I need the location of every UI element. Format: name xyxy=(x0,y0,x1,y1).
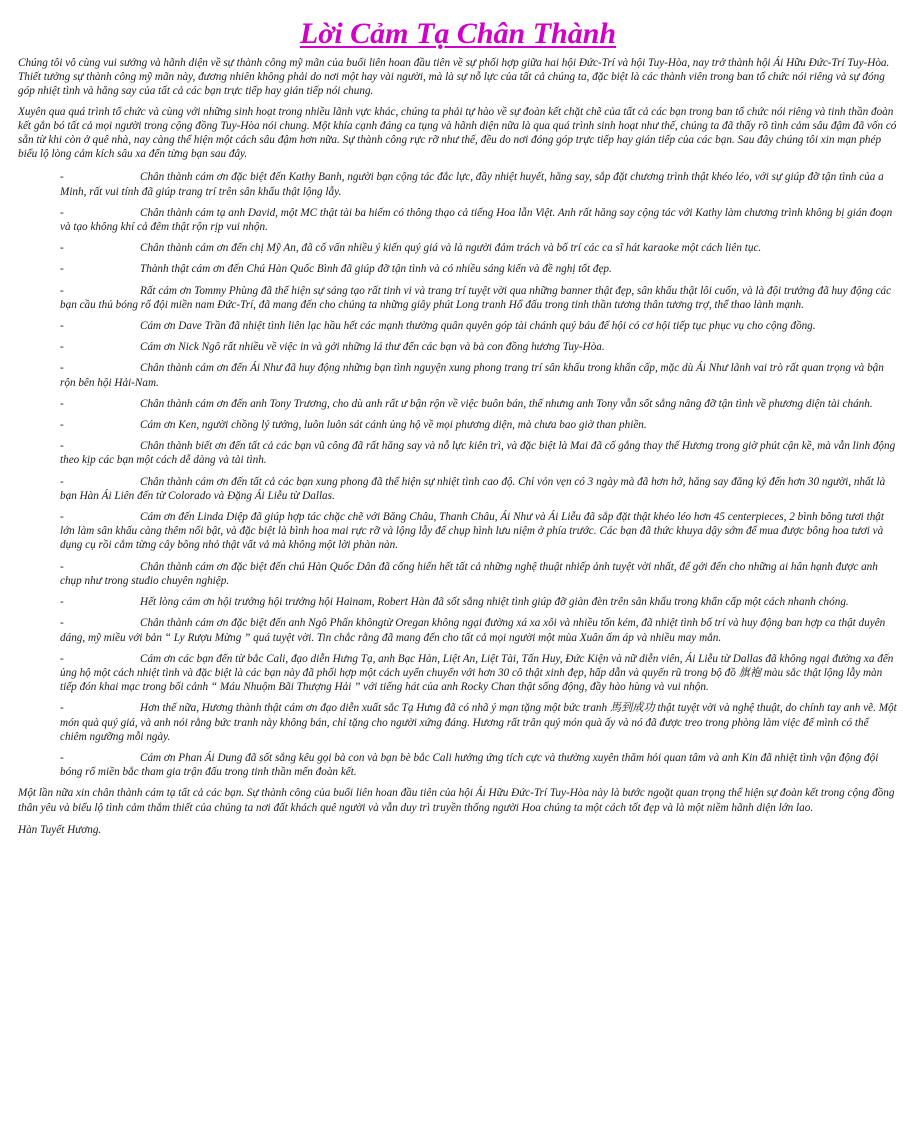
closing-paragraph: Một lần nữa xin chân thành cám tạ tất cả các bạn. Sự thành công của buổi liên hoan đầu tiên của hội Ái Hữu Đức-Trí Tuy-Hòa này là bước ngoặt quan trọng thể hiện sự đoàn kết trong cộng đồng thân yêu và biểu lộ tình cảm thắm thiết của chúng ta nơi đất khách quê người và vẫn duy trì truyền thống người Hoa chúng ta một cách tốt đẹp và là một niềm hãnh diện lớn lao. xyxy=(18,787,895,814)
list-item-text: Chân thành biết ơn đến tất cả các bạn vũ công đã rất hăng say và nỗ lực kiên trì, và đặc biệt là Mai đã cố gắng thay thế Hương trong giờ phút cận kề, mà vẫn linh động theo kịp các bạn một cách dễ dàng và tài tình. xyxy=(60,440,896,467)
list-item xyxy=(18,418,898,432)
list-item-text: Cám ơn Dave Trần đã nhiệt tình liên lạc hầu hết các mạnh thường quân quyên góp tài chánh quý báu để hội có cơ hội tiếp tục phục vụ cho cộng đồng. xyxy=(140,320,816,333)
list-item xyxy=(18,241,898,255)
page-title: Lời Cảm Tạ Chân Thành xyxy=(299,17,617,50)
intro-paragraph-1: Chúng tôi vô cùng vui sướng và hãnh diện về sự thành công mỹ mãn của buổi liên hoan đầu tiên về sự phối hợp giữa hai hội Đức-Trí và hội Tuy-Hòa, nay trở thành hội Ái Hữu Đức-Trí Tuy-Hòa. Thiết tưởng sự thành công mỹ mãn này, đương nhiên không phải do nơi một hay vài người, mà là sự nỗ lực của tất cả chúng ta, đặc biệt là các thành viên trong ban tổ chức nói riêng và sự đóng góp nhiệt tình và hăng say của tất cả các bạn trực tiếp hay gián tiếp nói chung. xyxy=(18,57,890,98)
list-item xyxy=(18,170,898,198)
list-item xyxy=(18,616,898,644)
dash-bullet-icon: - xyxy=(60,397,64,410)
list-item-text: Chân thành cám tạ anh David, một MC thật tài ba hiếm có thông thạo cả tiếng Hoa lẫn Việt. Anh rất hăng say cộng tác với Kathy làm chương trình không bị gián đoạn và tạo không khí cả đêm thật rộn rịp vui nhộn. xyxy=(60,206,893,234)
list-item xyxy=(18,361,898,389)
list-item-text: Hết lòng cám ơn hội trưởng hội trưởng hội Hainam, Robert Hàn đã sốt sắng nhiệt tình giúp đỡ giàn đèn trên sân khấu trong khẩn cấp một cách nhanh chóng. xyxy=(140,596,849,609)
dash-bullet-icon: - xyxy=(60,341,64,354)
list-item xyxy=(18,397,898,411)
dash-bullet-icon: - xyxy=(60,702,64,715)
list-item-text: Cám ơn Nick Ngô rất nhiều về việc in và gởi những lá thư đến các bạn và bà con đồng hương Tuy-Hòa. xyxy=(140,341,605,354)
list-item xyxy=(18,439,898,467)
dash-bullet-icon: - xyxy=(60,263,64,276)
dash-bullet-icon: - xyxy=(60,362,64,375)
acknowledgement-list xyxy=(18,170,898,779)
dash-bullet-icon: - xyxy=(60,440,64,453)
dash-bullet-icon: - xyxy=(60,511,64,524)
dash-bullet-icon: - xyxy=(60,617,64,630)
list-item-text: Chân thành cám ơn đến Ái Như đã huy động những bạn tình nguyện xung phong trang trí sân khấu trong khẩn cấp, mặc dù Ái Như lãnh vai trò rất quan trọng và bận rộn bên hội Hải-Nam. xyxy=(60,362,884,389)
dash-bullet-icon: - xyxy=(60,171,64,184)
list-item xyxy=(18,340,898,354)
list-item-text: Rất cám ơn Tommy Phùng đã thể hiện sự sáng tạo rất tinh vi và trang trí tuyệt vời qua những banner thật đẹp, sân khấu thật lôi cuốn, và là đội trưởng đã huy động các bạn cầu thủ bóng rổ đội miền nam Đức-Trí, đã mang đến cho chúng ta những giây phút Long tranh Hổ đấu trong tinh thần tương thân tương trợ, thể thao lành mạnh. xyxy=(60,284,892,311)
dash-bullet-icon: - xyxy=(60,206,64,219)
dash-bullet-icon: - xyxy=(60,419,64,432)
list-item-text: Chân thành cám ơn đến anh Tony Trương, cho dù anh rất ư bận rộn về việc buôn bán, thế nhưng anh Tony vẫn sốt sắng nâng đỡ tận tình về phương diện tài chánh. xyxy=(140,397,873,410)
dash-bullet-icon: - xyxy=(60,652,64,665)
list-item-text: Hơn thế nữa, Hương thành thật cám ơn đạo diễn xuất sắc Tạ Hưng đã có nhã ý mạn tặng một bức tranh 馬到成功 thật tuyệt vời và nghệ thuật, do chính tay anh vẽ. Một món quà quý giá, và anh nói rằng bức tranh này không bán, chỉ tặng cho người xứng đáng. Hương rất trân quý món quà ấy và nó đã được treo trong phòng làm việc để mình có thể chiêm ngưỡng mỗi ngày. xyxy=(60,702,897,743)
list-item xyxy=(18,560,898,588)
dash-bullet-icon: - xyxy=(60,320,64,333)
list-item-text: Chân thành cám ơn đặc biệt đến chú Hàn Quốc Dân đã cống hiến hết tất cả những nghệ thuật nhiếp ảnh tuyệt vời nhất, để gởi đến cho những ai hân hạnh được anh chụp như trong studio chuyên nghiệp. xyxy=(60,560,878,587)
list-item-text: Cám ơn đến Linda Diệp đã giúp hợp tác chặc chẽ với Băng Châu, Thanh Châu, Ái Như và Ái Liễu đã sắp đặt thật khéo léo hơn 45 centerpieces, 2 bình bông tươi thật lớn làm sân khấu càng thêm nổi bật, và đặc biệt là bình hoa mai rực rỡ và lộng lẫy để chụp hình lưu niệm ở phía trước. Các bạn đã thức khuya dậy sớm để mua được bông hoa tươi và dụng cụ rồi cắm từng cây bông nhỏ thật vất vả mà không một lời phàn nàn. xyxy=(60,511,884,552)
dash-bullet-icon: - xyxy=(60,475,64,488)
list-item-text: Cám ơn các bạn đến từ bắc Cali, đạo diễn Hưng Tạ, anh Bạc Hàn, Liệt An, Liệt Tài, Tấn Huy, Đức Kiện và nữ diễn viên, Ái Liễu từ Dallas đã không ngại đường xa đến ủng hộ một cách nhiệt tình và đặc biệt là các bạn này đã phối hợp một cách uyển chuyển với hơn 30 cô thật xinh đẹp, hấp dẫn và quyến rũ trong bộ đồ 旗袍 màu sắc thật lộng lẫy màn tiếp đón khai mạc trong bối cảnh “ Máu Nhuộm Bãi Thượng Hải ” với tiếng hát của anh Rocky Chan thật sống động, đầy hào hùng và vui nhộn. xyxy=(60,652,894,694)
dash-bullet-icon: - xyxy=(60,242,64,255)
list-item xyxy=(18,206,898,234)
list-item xyxy=(18,595,898,609)
list-item xyxy=(18,475,898,503)
list-item-text: Thành thật cám ơn đến Chú Hàn Quốc Bình đã giúp đỡ tận tình và có nhiều sáng kiến và đề nghị tốt đẹp. xyxy=(140,263,612,276)
dash-bullet-icon: - xyxy=(60,560,64,573)
list-item-text: Cám ơn Phan Ái Dung đã sốt sắng kêu gọi bà con và bạn bè bắc Cali hưởng ứng tích cực và thường xuyên thăm hỏi quan tâm và anh Kin đã nhiệt tình vận động đội bóng rổ miền bắc tham gia trận đấu trong tinh thần mến đoàn kết. xyxy=(60,751,879,779)
list-item-text: Chân thành cám ơn đặc biệt đến Kathy Banh, người bạn cộng tác đắc lực, đầy nhiệt huyết, hăng say, sắp đặt chương trình thật khéo léo, với sự giúp đỡ tận tình của a Minh, rất vui tính đã giúp trang trí trên sân khấu thật lộng lẫy. xyxy=(60,171,884,198)
list-item xyxy=(18,701,898,744)
list-item xyxy=(18,284,898,312)
list-item-text: Chân thành cám ơn đến chị Mỹ An, đã cố vấn nhiều ý kiến quý giá và là người đảm trách và bố trí các ca sĩ hát karaoke một cách liên tục. xyxy=(140,242,762,255)
list-item xyxy=(18,652,898,695)
list-item-text: Chân thành cám ơn đặc biệt đến anh Ngô Phấn khôngtừ Oregan không ngại đường xá xa xôi và nhiều tốn kém, đã nhiệt tình bố trí và huy động ban hợp ca thật duyên dáng, mỹ miều với bản “ Ly Rượu Mừng ” quá tuyệt vời. Tin chắc rằng đã mang đến cho tất cả mọi người một mùa Xuân ấm áp và nhiều may mắn. xyxy=(60,617,886,644)
list-item xyxy=(18,510,898,553)
dash-bullet-icon: - xyxy=(60,596,64,609)
list-item-text: Chân thành cám ơn đến tất cả các bạn xung phong đã thể hiện sự nhiệt tình cao độ. Chỉ vỏn vẹn có 3 ngày mà đã hơn hở, hăng say đăng ký đến hơn 30 người, nhất là bạn Hàn Ái Liên đến từ Colorado và Đặng Ái Liễu từ Dallas. xyxy=(60,475,886,502)
signature: Hàn Tuyết Hương. xyxy=(18,823,102,836)
dash-bullet-icon: - xyxy=(60,284,64,297)
list-item xyxy=(18,262,898,276)
dash-bullet-icon: - xyxy=(60,751,64,764)
list-item xyxy=(18,319,898,333)
list-item xyxy=(18,751,898,779)
list-item-text: Cám ơn Ken, người chồng lý tưởng, luôn luôn sát cánh ủng hộ về mọi phương diện, mà chưa bao giờ than phiền. xyxy=(140,419,647,432)
intro-paragraph-2: Xuyên qua quá trình tổ chức và cùng với những sinh hoạt trong nhiều lãnh vực khác, chúng ta phải tự hào về sự đoàn kết chặt chẽ của tất cả các bạn trong ban tổ chức nói riêng và tinh thần đoàn kết gắn bó tất cả mọi người trong cộng đồng Tuy-Hòa nói chung. Một khía cạnh đáng ca tụng và hãnh diện nữa là qua quá trình sinh hoạt như thế, chúng ta đã thấy rõ tình cảm sâu đậm đã vốn có sẵn từ khi còn ở quê nhà, nay càng thể hiện một cách sâu đậm hơn nữa. Sự thành công rực rỡ như thế, đều do nơi đóng góp trực tiếp hay gián tiếp của các bạn. Sau đây chúng tôi xin mạn phép biểu lộ lòng cảm kích sâu xa đến từng bạn sau đây. xyxy=(18,105,897,161)
